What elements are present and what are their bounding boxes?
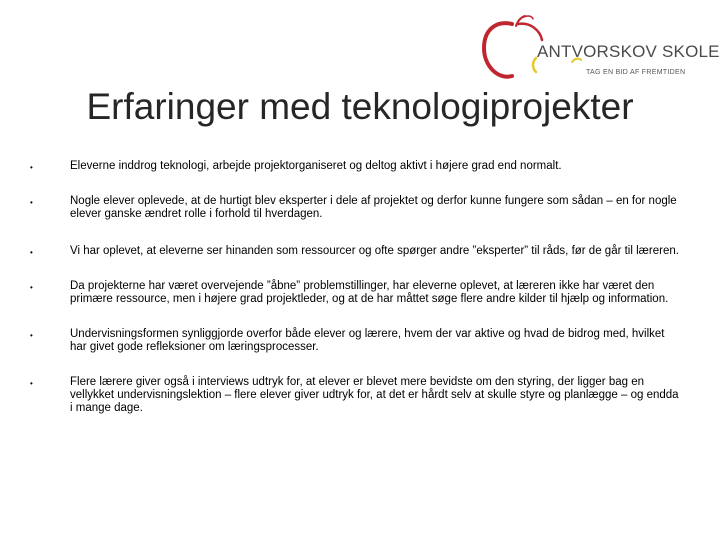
bullet-list bbox=[30, 160, 680, 415]
bullet-text: Vi har oplevet, at eleverne ser hinanden som ressourcer og ofte spørger andre ”eksperter” til råds, før de går til læreren. bbox=[70, 245, 679, 257]
bullet-text: Da projekterne har været overvejende ”åbne” problemstillinger, har eleverne oplevet, at læreren ikke har været den primære ressource, men i højere grad projektleder, og at de har måttet søge flere andre kilder til hjælp og information. bbox=[70, 280, 669, 305]
bullet-marker: • bbox=[30, 379, 33, 388]
bullet-text: Nogle elever oplevede, at de hurtigt blev eksperter i dele af projektet og derfor kunne fungere som sådan – en for nogle elever ganske ændret rolle i forhold til hverdagen. bbox=[70, 195, 677, 220]
slide-title: Erfaringer med teknologiprojekter bbox=[86, 86, 634, 127]
bullet-marker: • bbox=[30, 331, 33, 340]
bullet-marker: • bbox=[30, 248, 33, 257]
bullet-item bbox=[30, 195, 680, 221]
logo-school-name: ANTVORSKOV SKOLE bbox=[537, 42, 720, 61]
bullet-marker: • bbox=[30, 163, 33, 172]
bullet-item bbox=[30, 280, 680, 306]
bullet-item bbox=[30, 245, 680, 258]
bullet-item bbox=[30, 160, 680, 173]
logo-tagline: TAG EN BID AF FREMTIDEN bbox=[586, 69, 686, 76]
bullet-text: Flere lærere giver også i interviews udtryk for, at elever er blevet mere bevidste om den styring, der ligger bag en vellykket undervisningslektion – flere elever giver udtryk for, at det er hårdt selv at skulle styre og planlægge – og endda i mange dage. bbox=[70, 376, 679, 414]
bullet-text: Eleverne inddrog teknologi, arbejde projektorganiseret og deltog aktivt i højere grad end normalt. bbox=[70, 160, 562, 172]
bullet-marker: • bbox=[30, 283, 33, 292]
bullet-marker: • bbox=[30, 198, 33, 207]
school-logo bbox=[478, 14, 720, 86]
bullet-item bbox=[30, 328, 680, 354]
bullet-item bbox=[30, 376, 680, 415]
bullet-text: Undervisningsformen synliggjorde overfor både elever og lærere, hvem der var aktive og hvad de bidrog med, hvilket har givet gode refleksioner om læringsprocesser. bbox=[70, 328, 665, 353]
